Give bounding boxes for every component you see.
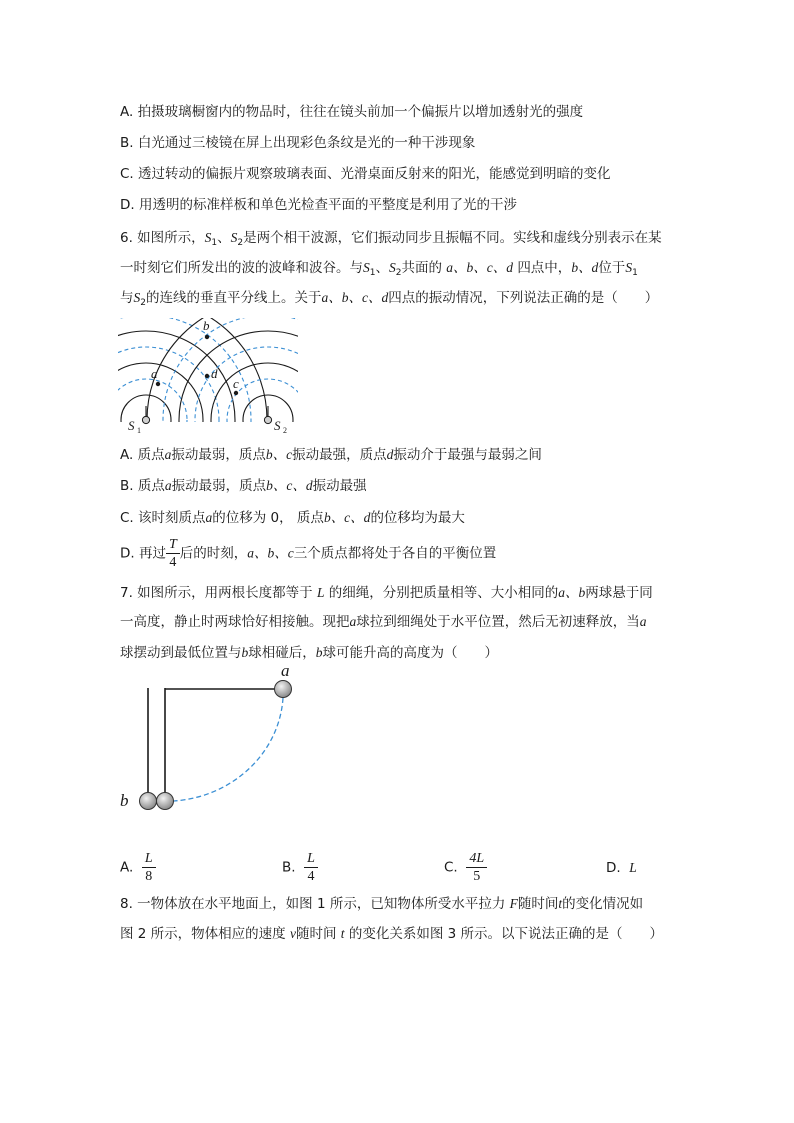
fraction-l-over-8: $\frac{L}{8}$ [142, 850, 156, 885]
ball-a-rest [157, 793, 174, 810]
label-s2-sub: 2 [283, 426, 287, 435]
q6-stem-line3: 与$S_2$的连线的垂直平分线上。关于a、b、c、d四点的振动情况，下列说法正确的是（ ） [120, 290, 659, 308]
q7-stem-line2: 一高度，静止时两球恰好相接触。现把a球拉到细绳处于水平位置，然后无初速释放，当a [120, 614, 647, 630]
point-d [205, 374, 209, 378]
q5-option-c: C. 透过转动的偏振片观察玻璃表面、光滑桌面反射来的阳光，能感觉到明暗的变化 [120, 166, 611, 182]
q5-option-b: B. 白光通过三棱镜在屏上出现彩色条纹是光的一种干涉现象 [120, 135, 476, 151]
q8-stem-line1: 8. 一物体放在水平地面上，如图 1 所示，已知物体所受水平拉力 F随时间t的变化情况如 [120, 896, 644, 912]
label-s2: S [274, 418, 281, 433]
ball-b [140, 793, 157, 810]
q7-option-a: A. $\frac{L}{8}$ [120, 850, 156, 885]
point-b [205, 335, 209, 339]
label-s1: S [128, 418, 135, 433]
ball-a [275, 681, 292, 698]
q6-option-a: A. 质点a振动最弱，质点b、c振动最强，质点d振动介于最强与最弱之间 [120, 447, 542, 463]
q6-interference-figure [118, 318, 298, 436]
q6-stem-line1: 6. 如图所示，$S_1$、$S_2$是两个相干波源，它们振动同步且振幅不同。实线和虚线分别表示在某 [120, 230, 662, 248]
q7-stem-line3: 球摆动到最低位置与b球相碰后，b球可能升高的高度为（ ） [120, 645, 498, 661]
q7-pendulum-figure [118, 661, 298, 815]
q7-option-c: C. $\frac{4L}{5}$ [444, 850, 487, 885]
q7-option-b: B. $\frac{L}{4}$ [282, 850, 318, 885]
q5-option-d: D. 用透明的标准样板和单色光检查平面的平整度是利用了光的干涉 [120, 197, 517, 213]
label-a: a [151, 366, 158, 381]
q7-stem-line1: 7. 如图所示，用两根长度都等于 L 的细绳，分别把质量相等、大小相同的a、b两球悬于同 [120, 585, 653, 601]
q7-option-d: D. L [606, 860, 637, 876]
label-ball-b: b [120, 791, 129, 810]
q8-stem-line2: 图 2 所示，物体相应的速度 v随时间 t 的变化关系如图 3 所示。以下说法正确的是（ ） [120, 926, 663, 942]
q6-stem-line2: 一时刻它们所发出的波的波峰和波谷。与$S_1$、$S_2$共面的 a、b、c、d 四点中，b、d位于$S_1$ [120, 260, 638, 278]
fraction-t-over-4: $\frac{T}{4}$ [166, 536, 180, 571]
fraction-l-over-4: $\frac{L}{4}$ [304, 850, 318, 885]
label-ball-a: a [281, 661, 290, 680]
label-s1-sub: 1 [137, 426, 141, 435]
source-s1 [142, 416, 149, 423]
source-s2 [264, 416, 271, 423]
label-d: d [211, 366, 218, 381]
q6-option-c: C. 该时刻质点a的位移为 0， 质点b、c、d的位移均为最大 [120, 510, 465, 526]
swing-path [174, 698, 283, 801]
q6-option-d: D. 再过 $\frac{T}{4}$ 后的时刻，a、b、c三个质点都将处于各自的平衡位置 [120, 537, 497, 570]
q5-option-a: A. 拍摄玻璃橱窗内的物品时，往往在镜头前加一个偏振片以增加透射光的强度 [120, 104, 584, 120]
point-a [156, 382, 160, 386]
label-b: b [203, 318, 210, 333]
q6-option-b: B. 质点a振动最弱，质点b、c、d振动最强 [120, 478, 367, 494]
point-c [234, 391, 238, 395]
fraction-4l-over-5: $\frac{4L}{5}$ [466, 850, 487, 885]
label-c: c [233, 376, 239, 391]
